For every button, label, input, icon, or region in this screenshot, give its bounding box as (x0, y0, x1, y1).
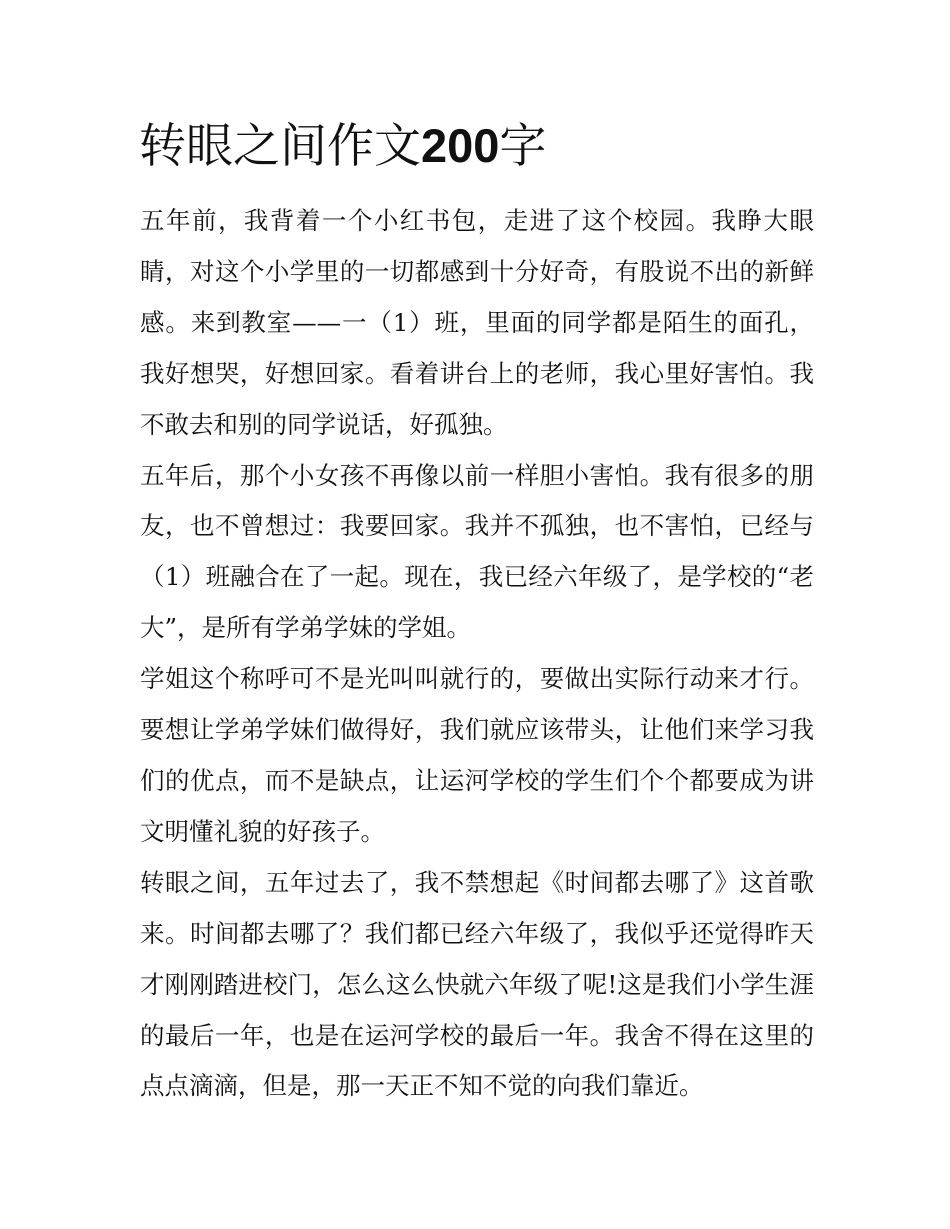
title-text: 转眼之间作文 (139, 119, 421, 174)
document-title (139, 114, 839, 179)
title-number: 200 (421, 119, 500, 172)
paragraph-2: 五年后，那个小女孩不再像以前一样胆小害怕。我有很多的朋友，也不曾想过：我要回家。我并不孤独，也不害怕，已经与（1）班融合在了一起。现在，我已经六年级了，是学校的“老大”，是所有学弟学妹的学姐。 (140, 460, 814, 643)
title-suffix: 字 (499, 119, 547, 174)
paragraph-1: 五年前，我背着一个小红书包，走进了这个校园。我睁大眼睛，对这个小学里的一切都感到十分好奇，有股说不出的新鲜感。来到教室——一（1）班，里面的同学都是陌生的面孔，我好想哭，好想回家。看着讲台上的老师，我心里好害怕。我不敢去和别的同学说话，好孤独。 (140, 206, 814, 439)
paragraph-4: 转眼之间，五年过去了，我不禁想起《时间都去哪了》这首歌来。时间都去哪了？我们都已经六年级了，我似乎还觉得昨天才刚刚踏进校门，怎么这么快就六年级了呢!这是我们小学生涯的最后一年，也是在运河学校的最后一年。我舍不得在这里的点点滴滴，但是，那一天正不知不觉的向我们靠近。 (140, 867, 814, 1101)
document-body (140, 196, 814, 1112)
paragraph-3: 学姐这个称呼可不是光叫叫就行的，要做出实际行动来才行。要想让学弟学妹们做得好，我们就应该带头，让他们来学习我们的优点，而不是缺点，让运河学校的学生们个个都要成为讲文明懂礼貌的好孩子。 (140, 664, 814, 846)
